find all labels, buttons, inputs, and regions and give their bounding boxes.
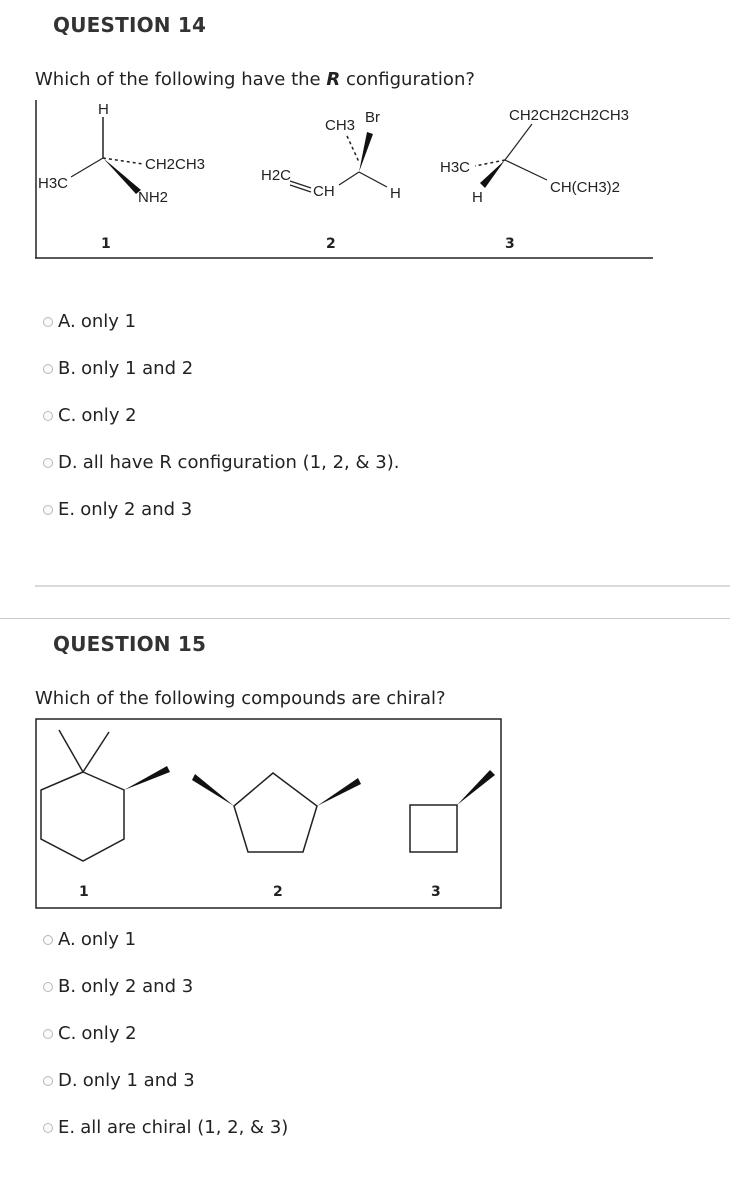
m3-number: 3 bbox=[505, 236, 515, 252]
m2-br-label: Br bbox=[365, 109, 380, 126]
radio-button[interactable] bbox=[43, 458, 53, 468]
option-text: only 2 and 3 bbox=[80, 499, 193, 520]
radio-button[interactable] bbox=[43, 1123, 53, 1133]
radio-button[interactable] bbox=[43, 317, 53, 327]
option-letter: A. bbox=[58, 929, 76, 950]
question-14-text bbox=[35, 69, 475, 90]
radio-button[interactable] bbox=[43, 1076, 53, 1086]
question-separator bbox=[0, 618, 730, 619]
option-text: only 1 and 2 bbox=[81, 358, 194, 379]
m1-h3c-label: H3C bbox=[38, 175, 69, 192]
question-text-part: configuration? bbox=[340, 69, 475, 90]
r-config-emphasis: R bbox=[326, 69, 341, 90]
option-letter: B. bbox=[58, 358, 77, 379]
q15-option-d[interactable] bbox=[43, 1070, 195, 1091]
compound-2-number: 2 bbox=[273, 884, 283, 900]
option-text: only 2 bbox=[81, 1023, 137, 1044]
m2-ch-label: CH bbox=[313, 183, 335, 200]
m3-h-label: H bbox=[472, 189, 483, 206]
option-text: all have R configuration (1, 2, & 3). bbox=[82, 452, 400, 473]
option-letter: B. bbox=[58, 976, 77, 997]
question-15-text: Which of the following compounds are chiral? bbox=[35, 688, 446, 709]
molecule-2 bbox=[261, 109, 401, 252]
option-text: all are chiral (1, 2, & 3) bbox=[80, 1117, 289, 1138]
question-15-figure bbox=[35, 718, 503, 910]
q15-option-e[interactable] bbox=[43, 1117, 288, 1138]
option-text: only 1 and 3 bbox=[82, 1070, 195, 1091]
m2-h2c-label: H2C bbox=[261, 167, 292, 184]
m1-h-label: H bbox=[98, 101, 109, 118]
q14-option-d[interactable] bbox=[43, 452, 399, 473]
option-letter: D. bbox=[58, 1070, 78, 1091]
q14-option-c[interactable] bbox=[43, 405, 137, 426]
radio-button[interactable] bbox=[43, 411, 53, 421]
m2-ch3-label: CH3 bbox=[325, 117, 356, 134]
compound-1 bbox=[41, 730, 170, 900]
m2-h-label: H bbox=[390, 185, 401, 202]
q15-option-a[interactable] bbox=[43, 929, 136, 950]
radio-button[interactable] bbox=[43, 1029, 53, 1039]
q14-option-a[interactable] bbox=[43, 311, 136, 332]
question-text-part: Which of the following have the bbox=[35, 69, 327, 90]
q14-option-b[interactable] bbox=[43, 358, 193, 379]
option-text: only 2 bbox=[81, 405, 137, 426]
q14-option-e[interactable] bbox=[43, 499, 192, 520]
option-letter: E. bbox=[58, 499, 76, 520]
option-letter: C. bbox=[58, 405, 77, 426]
question-14-title: QUESTION 14 bbox=[53, 13, 207, 37]
molecule-1 bbox=[38, 101, 205, 252]
m3-ch-label: CH(CH3)2 bbox=[550, 179, 621, 196]
m2-number: 2 bbox=[326, 236, 336, 252]
option-text: only 2 and 3 bbox=[81, 976, 194, 997]
m1-nh2-label: NH2 bbox=[138, 189, 169, 206]
radio-button[interactable] bbox=[43, 364, 53, 374]
m1-number: 1 bbox=[101, 236, 111, 252]
option-letter: D. bbox=[58, 452, 78, 473]
option-text: only 1 bbox=[80, 929, 137, 950]
molecule-3 bbox=[440, 107, 629, 252]
compound-1-number: 1 bbox=[79, 884, 89, 900]
option-letter: A. bbox=[58, 311, 76, 332]
radio-button[interactable] bbox=[43, 505, 53, 515]
option-letter: E. bbox=[58, 1117, 76, 1138]
compound-2 bbox=[192, 773, 361, 900]
question-14-figure bbox=[35, 100, 655, 260]
question-divider bbox=[35, 585, 730, 587]
m1-ch2ch3-label: CH2CH3 bbox=[145, 156, 206, 173]
question-15-title: QUESTION 15 bbox=[53, 632, 207, 656]
q15-option-c[interactable] bbox=[43, 1023, 137, 1044]
option-text: only 1 bbox=[80, 311, 137, 332]
option-letter: C. bbox=[58, 1023, 77, 1044]
compound-3 bbox=[410, 770, 495, 900]
compound-3-number: 3 bbox=[431, 884, 441, 900]
radio-button[interactable] bbox=[43, 935, 53, 945]
q15-option-b[interactable] bbox=[43, 976, 193, 997]
m3-h3c-label: H3C bbox=[440, 159, 471, 176]
radio-button[interactable] bbox=[43, 982, 53, 992]
m3-chain-label: CH2CH2CH2CH3 bbox=[509, 107, 630, 124]
